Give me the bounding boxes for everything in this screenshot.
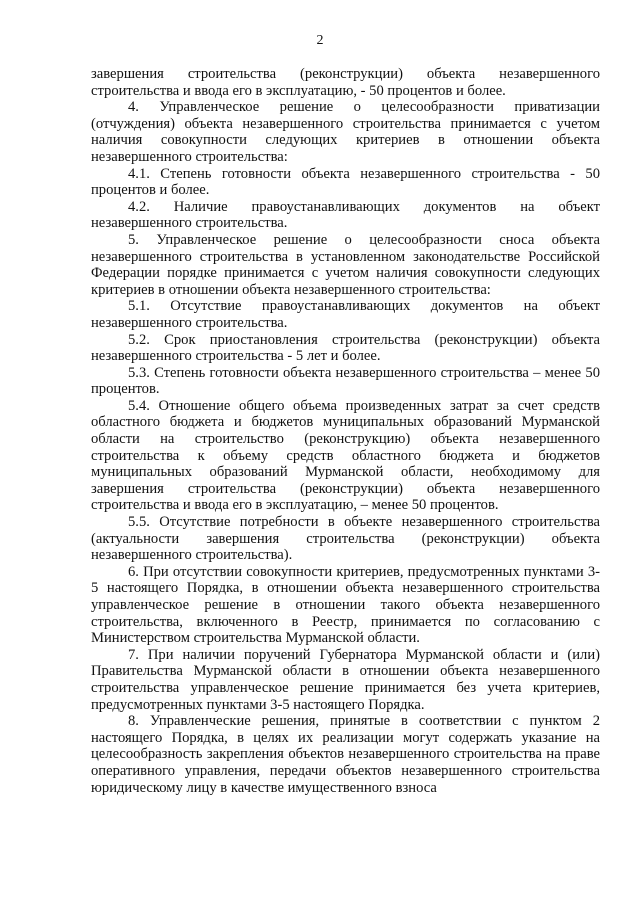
paragraph-item-5-5: 5.5. Отсутствие потребности в объекте незавершенного строительства (актуальности завершения строительства (реконструкции) объекта незавершенного строительства). [91,514,600,564]
paragraph-item-4-2: 4.2. Наличие правоустанавливающих документов на объект незавершенного строительства. [91,198,600,232]
paragraph-item-7: 7. При наличии поручений Губернатора Мурманской области и (или) Правительства Мурманской области в отношении объекта незавершенного строительства управленческое решение принимается без учета критериев, предусмотренных пунктами 3-5 настоящего Порядка. [91,646,600,713]
paragraph-item-8: 8. Управленческие решения, принятые в соответствии с пунктом 2 настоящего Порядка, в целях их реализации могут содержать указание на целесообразность закрепления объектов незавершенного строительства на праве оперативного управления, передачи объектов незавершенного строительства юридическому лицу в качестве имущественного взноса [91,713,600,796]
document-body [91,66,600,796]
paragraph-item-5-1: 5.1. Отсутствие правоустанавливающих документов на объект незавершенного строительства. [91,298,600,331]
paragraph-item-4: 4. Управленческое решение о целесообразности приватизации (отчуждения) объекта незавершенного строительства принимается с учетом наличия совокупности следующих критериев в отношении объекта незавершенного строительства: [91,99,600,165]
paragraph-continuation: завершения строительства (реконструкции) объекта незавершенного строительства и ввода его в эксплуатацию, - 50 процентов и более. [91,66,600,99]
paragraph-item-6: 6. При отсутствии совокупности критериев, предусмотренных пунктами 3-5 настоящего Порядка, в отношении объекта незавершенного строительства управленческое решение в отношении такого объекта незавершенного строительства, включенного в Реестр, принимается по согласованию с Министерством строительства Мурманской области. [91,563,600,647]
paragraph-item-5-4: 5.4. Отношение общего объема произведенных затрат за счет средств областного бюджета и бюджетов муниципальных образований Мурманской области на строительство (реконструкцию) объекта незавершенного строительства к объему средств областного бюджета и бюджетов муниципальных образований Мурманской области, необходимому для завершения строительства (реконструкции) объекта незавершенного строительства и ввода его в эксплуатацию, – менее 50 процентов. [91,397,600,514]
paragraph-item-5-2: 5.2. Срок приостановления строительства (реконструкции) объекта незавершенного строительства - 5 лет и более. [91,331,600,365]
paragraph-item-5-3: 5.3. Степень готовности объекта незавершенного строительства – менее 50 процентов. [91,364,600,398]
paragraph-item-5: 5. Управленческое решение о целесообразности сноса объекта незавершенного строительства в установленном законодательстве Российской Федерации порядке принимается с учетом наличия совокупности следующих критериев в отношении объекта незавершенного строительства: [91,231,600,298]
page-number: 2 [316,33,324,48]
paragraph-item-4-1: 4.1. Степень готовности объекта незавершенного строительства - 50 процентов и более. [91,165,600,199]
